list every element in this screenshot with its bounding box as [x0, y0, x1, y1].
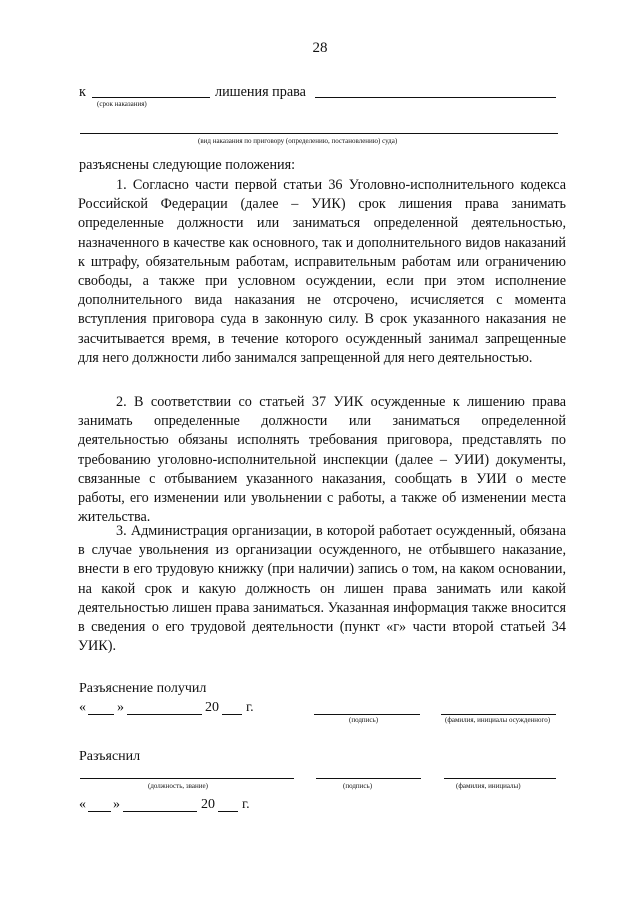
paragraph-2: 2. В соответствии со статьей 37 УИК осужденные к лишению права занимать определенные должности или заниматься определенной деятельностью обязаны исполнять требования приговора, представлять по требованию уголовно-исполнительной инспекции (далее – УИИ) документы, связанные с отбыванием указанного наказания, сообщать в УИИ о месте работы, его изменении или увольнении с работы, а также об изменении места жительства. [78, 394, 566, 526]
received-quote-open: « [79, 700, 86, 715]
received-label: Разъяснение получил [79, 681, 207, 696]
received-month-blank[interactable] [127, 714, 202, 715]
explained-year-prefix: 20 [201, 797, 215, 812]
explained-position-caption: (должность, звание) [148, 782, 208, 790]
explained-year-suffix: г. [242, 797, 250, 812]
term-caption: (срок наказания) [97, 100, 147, 108]
received-signature-caption: (подпись) [349, 716, 379, 724]
received-quote-close: » [117, 700, 124, 715]
explained-name-caption: (фамилия, инициалы) [456, 782, 521, 790]
received-year-blank[interactable] [222, 714, 242, 715]
intro-text: разъяснены следующие положения: [79, 157, 296, 173]
explained-signature-caption: (подпись) [343, 782, 373, 790]
explained-month-blank[interactable] [123, 811, 197, 812]
explained-position-blank[interactable] [80, 778, 294, 779]
received-year-suffix: г. [246, 700, 254, 715]
paragraph-1: 1. Согласно части первой статьи 36 Уголовно-исполнительного кодекса Российской Федерации (далее – УИК) срок лишения права занимать определенные должности или заниматься определенной деятельностью, назначенного в качестве как основного, так и дополнительного видов наказаний к штрафу, обязательным работам, исправительным работам или ограничению свободы, а также при условном осуждении, если при этом исполнение дополнительного вида наказания не отсрочено, исчисляется с момента вступления приговора суда в законную силу. В срок указанного наказания не засчитывается время, в течение которого осужденный занимал запрещенные для него должности либо занимался запрещенной для него деятельностью. [78, 177, 566, 366]
explained-day-blank[interactable] [88, 811, 111, 812]
paragraph-3: 3. Администрация организации, в которой работает осужденный, обязана в случае увольнения из организации осужденного, не отбывшего наказание, внести в его трудовую книжку (при наличии) запись о том, на каком основании, на какой срок и какую должность он лишен права занимать или какой деятельностью лишен права заниматься. Указанная информация также вносится в сведения о его трудовой деятельности (пункт «г» части второй статьей 34 УИК). [78, 523, 566, 655]
received-name-caption: (фамилия, инициалы осужденного) [445, 716, 551, 724]
received-signature-blank[interactable] [314, 714, 420, 715]
received-day-blank[interactable] [88, 714, 114, 715]
term-blank[interactable] [92, 97, 210, 98]
explained-quote-open: « [79, 797, 86, 812]
explained-year-blank[interactable] [218, 811, 238, 812]
k-prefix: к [79, 84, 86, 100]
deprivation-blank[interactable] [315, 97, 556, 98]
punishment-caption: (вид наказания по приговору (определению, постановлению) суда) [198, 137, 398, 145]
explained-signature-blank[interactable] [316, 778, 421, 779]
punishment-blank[interactable] [80, 133, 558, 134]
explained-name-blank[interactable] [444, 778, 556, 779]
deprivation-text: лишения права [215, 84, 306, 100]
page-number: 28 [312, 40, 328, 56]
explained-quote-close: » [113, 797, 120, 812]
received-year-prefix: 20 [205, 700, 219, 715]
received-name-blank[interactable] [441, 714, 556, 715]
explained-label: Разъяснил [79, 749, 141, 764]
